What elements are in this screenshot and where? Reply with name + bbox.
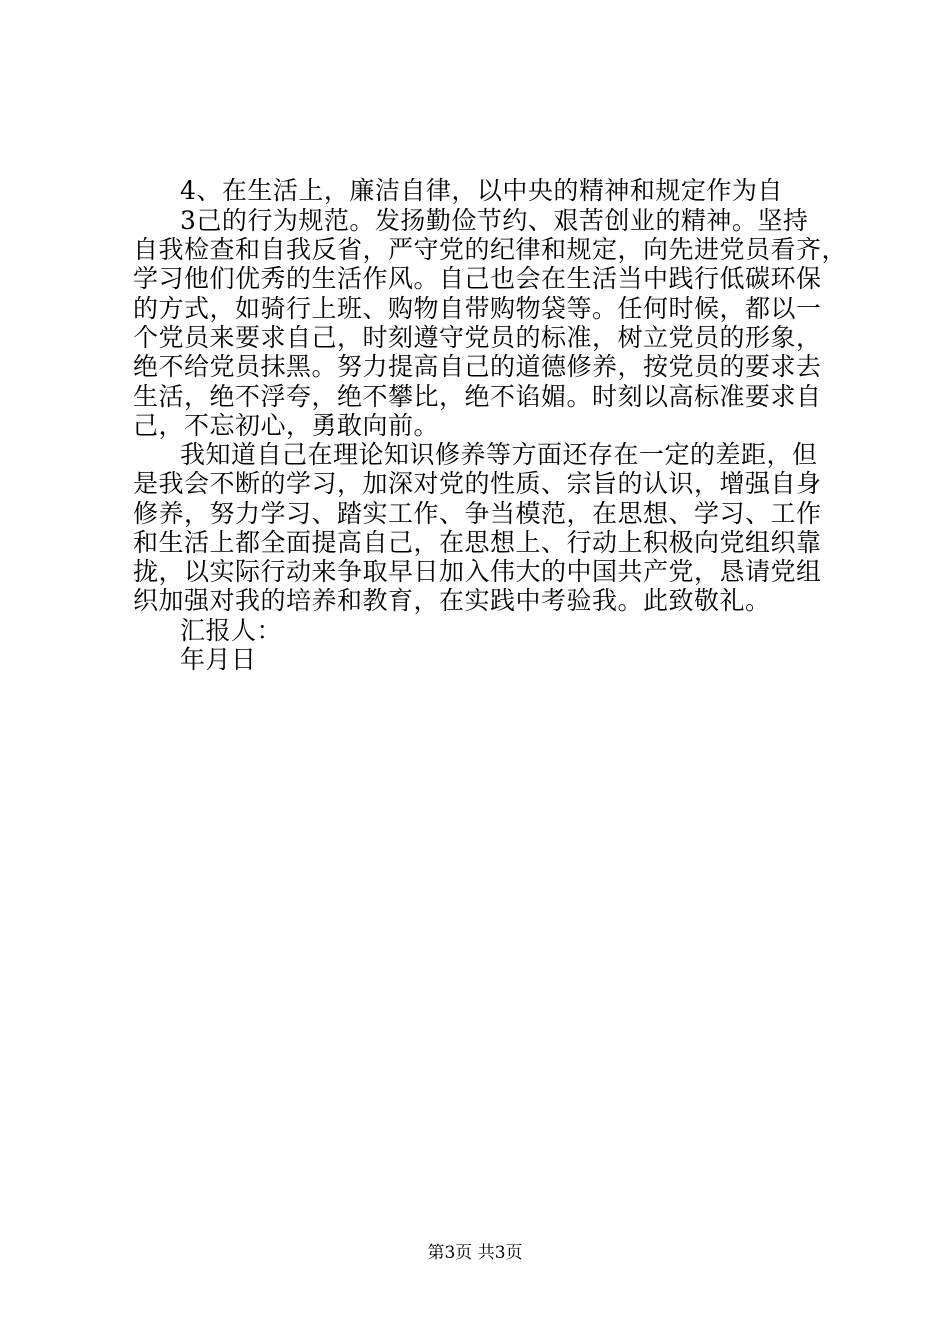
body-text-line: 生活，绝不浮夸，绝不攀比，绝不谄媚。时刻以高标准要求自 [133, 382, 822, 411]
body-text-line: 学习他们优秀的生活作风。自己也会在生活当中践行低碳环保 [133, 264, 822, 293]
body-text-line: 4、在生活上，廉洁自律，以中央的精神和规定作为自 [180, 176, 783, 205]
body-text-line: 我知道自己在理论知识修养等方面还存在一定的差距，但 [180, 440, 818, 469]
body-text-line: 自我检查和自我反省，严守党的纪律和规定，向先进党员看齐， [133, 235, 848, 264]
body-text-line: 的方式，如骑行上班、购物自带购物袋等。任何时候，都以一 [133, 294, 822, 323]
signature-reporter-label: 汇报人： [180, 616, 283, 645]
body-text-line: 修养，努力学习、踏实工作、争当模范，在思想、学习、工作 [133, 499, 822, 528]
body-text-line: 和生活上都全面提高自己，在思想上、行动上积极向党组织靠 [133, 528, 822, 557]
body-text-line: 3己的行为规范。发扬勤俭节约、艰苦创业的精神。坚持 [180, 206, 809, 235]
body-text-line: 拢，以实际行动来争取早日加入伟大的中国共产党，恳请党组 [133, 557, 822, 586]
signature-date-label: 年月日 [180, 645, 257, 674]
body-text-line: 织加强对我的培养和教育，在实践中考验我。此致敬礼。 [133, 586, 771, 615]
body-text-line: 个党员来要求自己，时刻遵守党员的标准，树立党员的形象， [133, 323, 822, 352]
body-text-line: 是我会不断的学习，加深对党的性质、宗旨的认识，增强自身 [133, 469, 822, 498]
page-number-footer: 第3页 共3页 [427, 1243, 523, 1263]
body-text-line: 己，不忘初心，勇敢向前。 [133, 411, 440, 440]
body-text-line: 绝不给党员抹黑。努力提高自己的道德修养，按党员的要求去 [133, 352, 822, 381]
